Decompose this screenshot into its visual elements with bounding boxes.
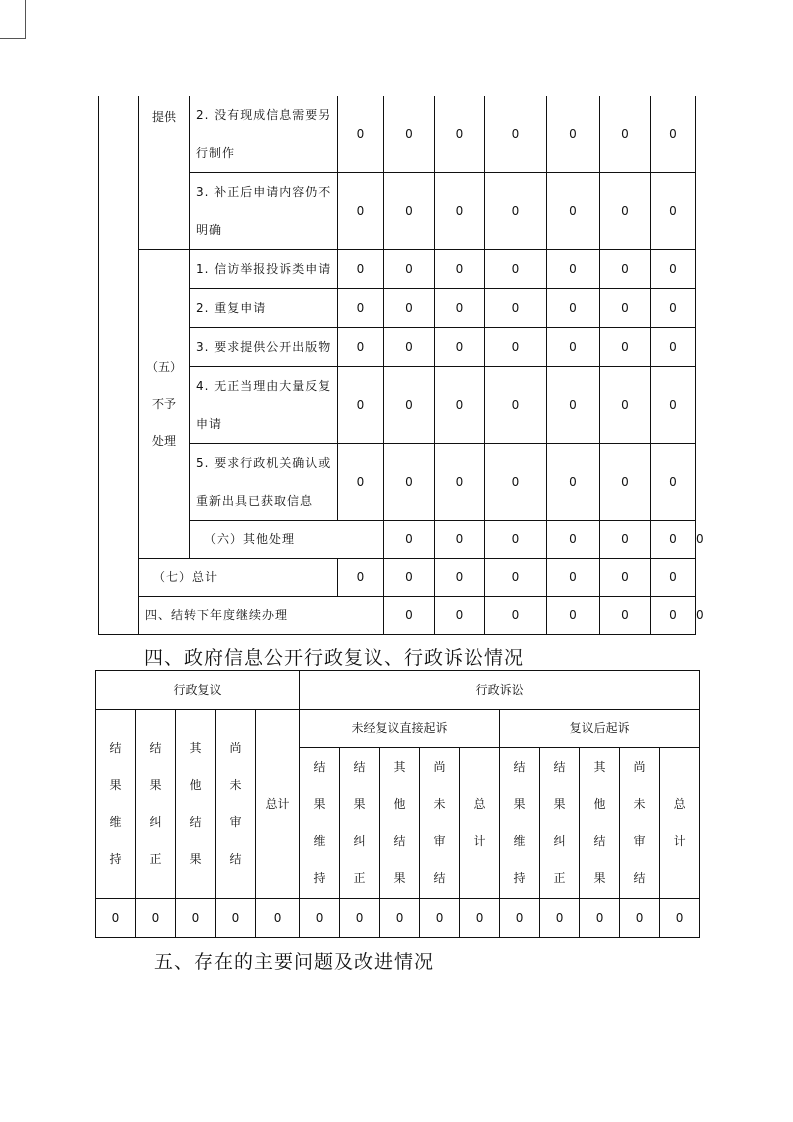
cell-value: 0 bbox=[547, 597, 600, 635]
cell-value: 0 bbox=[485, 521, 547, 559]
col-total: 总 计 bbox=[660, 748, 700, 899]
section-heading-problems: 五、存在的主要问题及改进情况 bbox=[154, 951, 435, 973]
table-row bbox=[96, 899, 700, 938]
cell-value: 0 bbox=[435, 289, 485, 328]
cell-value: 0 bbox=[136, 899, 176, 938]
application-results-table bbox=[98, 96, 704, 635]
cell-value: 0 bbox=[340, 899, 380, 938]
blank-cell bbox=[99, 96, 139, 250]
cell-value: 0 bbox=[176, 899, 216, 938]
cell-value: 0 bbox=[256, 899, 300, 938]
row-label: （七）总计 bbox=[139, 559, 338, 597]
cell-value: 0 bbox=[384, 597, 435, 635]
review-litigation-table bbox=[95, 670, 700, 938]
cell-value: 0 bbox=[600, 250, 651, 289]
row-label: 1. 信访举报投诉类申请 bbox=[190, 250, 338, 289]
cell-value: 0 bbox=[547, 328, 600, 367]
cell-value: 0 bbox=[547, 250, 600, 289]
blank-cell bbox=[99, 250, 139, 635]
cell-value: 0 bbox=[600, 96, 651, 173]
header-admin-review: 行政复议 bbox=[96, 671, 300, 710]
cell-value: 0 bbox=[651, 559, 696, 597]
cell-value: 0 bbox=[338, 96, 384, 173]
row-label: 3. 补正后申请内容仍不 明确 bbox=[190, 173, 338, 250]
cell-value: 0 bbox=[338, 173, 384, 250]
cell-value: 0 bbox=[435, 444, 485, 521]
col-pending: 尚 未 审 结 bbox=[420, 748, 460, 899]
col-other-result: 其 他 结 果 bbox=[176, 710, 216, 899]
cell-value: 0 bbox=[600, 289, 651, 328]
cell-value: 0 bbox=[338, 250, 384, 289]
cell-value: 0 bbox=[485, 96, 547, 173]
cell-value: 0 bbox=[435, 367, 485, 444]
header-direct-suit: 未经复议直接起诉 bbox=[300, 710, 500, 748]
cell-value: 0 bbox=[384, 559, 435, 597]
col-result-corrected: 结 果 纠 正 bbox=[540, 748, 580, 899]
cell-value: 0 bbox=[384, 250, 435, 289]
cell-value: 0 bbox=[620, 899, 660, 938]
cell-value: 0 bbox=[600, 328, 651, 367]
section-heading-review-litigation: 四、政府信息公开行政复议、行政诉讼情况 bbox=[144, 647, 525, 669]
cell-value: 0 bbox=[435, 328, 485, 367]
cell-value: 0 bbox=[600, 559, 651, 597]
cell-value: 0 bbox=[485, 173, 547, 250]
row-label: 5. 要求行政机关确认或 重新出具已获取信息 bbox=[190, 444, 338, 521]
cell-value: 0 bbox=[600, 597, 651, 635]
cell-value: 0 bbox=[435, 597, 485, 635]
cell-value: 0 bbox=[651, 250, 696, 289]
col-result-kept: 结 果 维 持 bbox=[300, 748, 340, 899]
cell-value: 0 bbox=[651, 597, 696, 635]
col-pending: 尚 未 审 结 bbox=[216, 710, 256, 899]
cell-value: 0 bbox=[216, 899, 256, 938]
cell-value: 0 bbox=[435, 559, 485, 597]
table-row bbox=[99, 559, 696, 597]
cell-value: 0 bbox=[435, 521, 485, 559]
cell-value: 0 bbox=[460, 899, 500, 938]
cell-value: 0 bbox=[384, 367, 435, 444]
category-no-process: （五） 不予 处理 bbox=[139, 250, 190, 559]
cell-value: 0 bbox=[485, 250, 547, 289]
cell-value: 0 bbox=[384, 96, 435, 173]
cell-value: 0 bbox=[500, 899, 540, 938]
header-after-review-suit: 复议后起诉 bbox=[500, 710, 700, 748]
cell-value: 0 bbox=[384, 289, 435, 328]
cell-value: 0 bbox=[547, 521, 600, 559]
table-row bbox=[96, 671, 700, 710]
cell-value: 0 bbox=[651, 328, 696, 367]
cell-value: 0 bbox=[540, 899, 580, 938]
table-row bbox=[99, 250, 696, 289]
cell-value: 0 bbox=[651, 289, 696, 328]
table-row: （六）其他处理 0 0 0 0 0 0 0 bbox=[99, 521, 696, 559]
col-other-result: 其 他 结 果 bbox=[380, 748, 420, 899]
row-label: 2. 重复申请 bbox=[190, 289, 338, 328]
cell-value: 0 bbox=[96, 899, 136, 938]
col-pending: 尚 未 审 结 bbox=[620, 748, 660, 899]
cell-value: 0 bbox=[547, 96, 600, 173]
row-label: 4. 无正当理由大量反复 申请 bbox=[190, 367, 338, 444]
cell-value: 0 bbox=[435, 250, 485, 289]
cell-value: 0 bbox=[380, 899, 420, 938]
cell-value: 0 bbox=[651, 521, 696, 559]
cell-value: 0 bbox=[485, 559, 547, 597]
col-total: 总计 bbox=[256, 710, 300, 899]
cell-value: 0 bbox=[651, 444, 696, 521]
cell-value: 0 bbox=[580, 899, 620, 938]
table-row: 四、结转下年度继续办理 0 0 0 0 0 0 0 bbox=[99, 597, 696, 635]
cell-value: 0 bbox=[384, 173, 435, 250]
cell-value: 0 bbox=[338, 367, 384, 444]
col-result-kept: 结 果 维 持 bbox=[96, 710, 136, 899]
row-label: 3. 要求提供公开出版物 bbox=[190, 328, 338, 367]
category-supply: 提供 bbox=[139, 96, 190, 250]
cell-value: 0 bbox=[485, 597, 547, 635]
cell-value: 0 bbox=[547, 289, 600, 328]
cell-value: 0 bbox=[547, 173, 600, 250]
cell-value: 0 bbox=[384, 521, 435, 559]
col-total: 总 计 bbox=[460, 748, 500, 899]
table-row bbox=[96, 710, 700, 748]
cell-value: 0 bbox=[420, 899, 460, 938]
col-other-result: 其 他 结 果 bbox=[580, 748, 620, 899]
table-row bbox=[99, 96, 696, 173]
cell-value: 0 bbox=[485, 289, 547, 328]
cell-value: 0 bbox=[384, 328, 435, 367]
cell-value: 0 bbox=[338, 444, 384, 521]
cell-value: 0 bbox=[338, 328, 384, 367]
cell-value: 0 bbox=[300, 899, 340, 938]
cell-value: 0 bbox=[547, 444, 600, 521]
row-label: 四、结转下年度继续办理 bbox=[139, 597, 384, 635]
cell-value: 0 bbox=[338, 559, 384, 597]
cell-value: 0 bbox=[485, 367, 547, 444]
cell-value: 0 bbox=[435, 96, 485, 173]
col-result-kept: 结 果 维 持 bbox=[500, 748, 540, 899]
cell-value: 0 bbox=[660, 899, 700, 938]
cell-value: 0 bbox=[600, 367, 651, 444]
page-corner-mark bbox=[0, 0, 26, 39]
row-label: 2. 没有现成信息需要另 行制作 bbox=[190, 96, 338, 173]
col-result-corrected: 结 果 纠 正 bbox=[340, 748, 380, 899]
row-label: （六）其他处理 bbox=[190, 521, 384, 559]
cell-value: 0 bbox=[651, 173, 696, 250]
cell-value: 0 bbox=[600, 521, 651, 559]
cell-value: 0 bbox=[600, 173, 651, 250]
col-result-corrected: 结 果 纠 正 bbox=[136, 710, 176, 899]
cell-value: 0 bbox=[651, 96, 696, 173]
cell-value: 0 bbox=[600, 444, 651, 521]
cell-value: 0 bbox=[338, 289, 384, 328]
header-admin-litigation: 行政诉讼 bbox=[300, 671, 700, 710]
cell-value: 0 bbox=[384, 444, 435, 521]
cell-value: 0 bbox=[485, 444, 547, 521]
cell-value: 0 bbox=[547, 367, 600, 444]
cell-value: 0 bbox=[651, 367, 696, 444]
cell-value: 0 bbox=[435, 173, 485, 250]
cell-value: 0 bbox=[547, 559, 600, 597]
cell-value: 0 bbox=[485, 328, 547, 367]
